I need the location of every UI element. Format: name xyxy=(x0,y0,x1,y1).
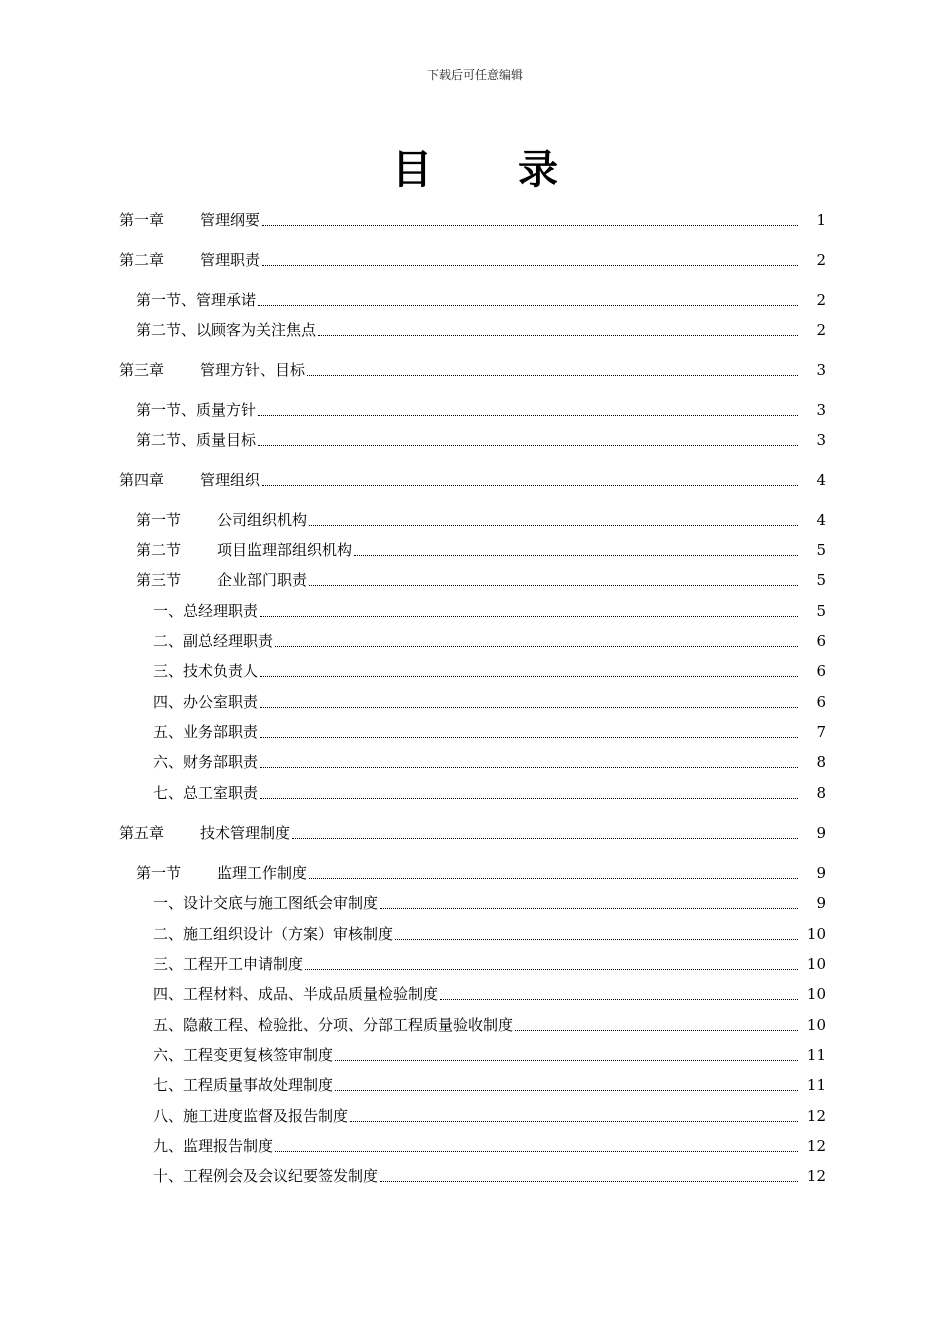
toc-entry-page: 9 xyxy=(816,894,826,912)
toc-entry-label xyxy=(153,690,260,714)
toc-entry[interactable] xyxy=(0,1043,950,1067)
toc-entry[interactable] xyxy=(0,248,950,272)
toc-entry-text: 管理组织 xyxy=(200,471,261,489)
toc-entry-number: 第五章 xyxy=(119,824,165,842)
toc-entry[interactable] xyxy=(0,750,950,774)
toc-entry-label xyxy=(136,428,258,452)
toc-entry-number: 第三章 xyxy=(119,361,165,379)
toc-entry[interactable] xyxy=(0,1104,950,1128)
toc-entry-label xyxy=(119,821,292,845)
toc-entry-page: 10 xyxy=(806,925,826,943)
toc-entry-page: 3 xyxy=(816,401,826,419)
toc-entry-label xyxy=(119,208,262,232)
toc-entry-page: 2 xyxy=(816,321,826,339)
toc-entry-label xyxy=(136,398,258,422)
toc-entry-text: 监理工作制度 xyxy=(217,864,308,882)
toc-entry-label xyxy=(136,288,258,312)
toc-entry-label xyxy=(136,568,309,592)
toc-entry-page: 12 xyxy=(806,1167,826,1185)
toc-entry-text: 工程开工申请制度 xyxy=(183,955,304,973)
toc-entry-page: 5 xyxy=(816,541,826,559)
page-title: 目 录 xyxy=(392,146,594,193)
toc-entry-text: 技术管理制度 xyxy=(200,824,291,842)
toc-entry-number: 第一节 xyxy=(136,864,182,882)
toc-entry-page: 12 xyxy=(806,1137,826,1155)
toc-entry-text: 技术负责人 xyxy=(183,662,259,680)
toc-entry-label xyxy=(136,508,309,532)
toc-entry-number: 第三节 xyxy=(136,571,182,589)
toc-entry-text: 工程质量事故处理制度 xyxy=(183,1076,334,1094)
toc-entry-label xyxy=(153,891,380,915)
toc-entry-page: 8 xyxy=(816,753,826,771)
toc-entry-text: 监理报告制度 xyxy=(183,1137,274,1155)
toc-entry-text: 隐蔽工程、检验批、分项、分部工程质量验收制度 xyxy=(183,1016,514,1034)
toc-entry-text: 质量目标 xyxy=(196,431,257,449)
toc-entry[interactable] xyxy=(0,720,950,744)
toc-entry-number: 第一节、 xyxy=(136,291,197,309)
toc-entry-number: 第一节 xyxy=(136,511,182,529)
toc-entry-label xyxy=(153,922,395,946)
toc-entry-page: 10 xyxy=(806,1016,826,1034)
toc-entry-number: 五、 xyxy=(153,723,184,741)
toc-entry-number: 三、 xyxy=(153,662,184,680)
toc-entry-number: 六、 xyxy=(153,753,184,771)
toc-entry[interactable] xyxy=(0,568,950,592)
toc-entry-number: 五、 xyxy=(153,1016,184,1034)
toc-entry[interactable] xyxy=(0,821,950,845)
toc-entry-page: 11 xyxy=(806,1076,826,1094)
toc-entry-number: 第二节、 xyxy=(136,321,197,339)
toc-entry-label xyxy=(153,952,305,976)
toc-entry[interactable] xyxy=(0,659,950,683)
toc-entry-text: 企业部门职责 xyxy=(217,571,308,589)
toc-entry-label xyxy=(153,629,275,653)
toc-entry-number: 七、 xyxy=(153,1076,184,1094)
toc-entry-number: 四、 xyxy=(153,985,184,1003)
toc-entry[interactable] xyxy=(0,922,950,946)
toc-entry-label xyxy=(119,358,307,382)
toc-entry[interactable] xyxy=(0,861,950,885)
toc-entry-number: 二、 xyxy=(153,632,184,650)
toc-entry-text: 管理职责 xyxy=(200,251,261,269)
toc-entry-number: 七、 xyxy=(153,784,184,802)
toc-entry-page: 6 xyxy=(816,632,826,650)
toc-entry-text: 施工组织设计（方案）审核制度 xyxy=(183,925,394,943)
toc-entry-text: 工程例会及会议纪要签发制度 xyxy=(183,1167,379,1185)
toc-entry-page: 10 xyxy=(806,955,826,973)
toc-entry[interactable] xyxy=(0,208,950,232)
toc-entry[interactable] xyxy=(0,398,950,422)
toc-entry-text: 业务部职责 xyxy=(183,723,259,741)
toc-entry[interactable] xyxy=(0,1164,950,1188)
toc-entry-number: 三、 xyxy=(153,955,184,973)
toc-entry-label xyxy=(153,1043,335,1067)
toc-entry-label xyxy=(153,1164,380,1188)
toc-entry[interactable] xyxy=(0,599,950,623)
toc-entry[interactable] xyxy=(0,1073,950,1097)
toc-entry-label xyxy=(153,720,260,744)
toc-entry-number: 六、 xyxy=(153,1046,184,1064)
toc-entry-text: 工程变更复核签审制度 xyxy=(183,1046,334,1064)
toc-entry-page: 11 xyxy=(806,1046,826,1064)
toc-entry-text: 财务部职责 xyxy=(183,753,259,771)
toc-entry-number: 第二节 xyxy=(136,541,182,559)
toc-entry-number: 第二章 xyxy=(119,251,165,269)
toc-entry-text: 质量方针 xyxy=(196,401,257,419)
toc-entry-page: 12 xyxy=(806,1107,826,1125)
toc-entry-label xyxy=(136,318,318,342)
toc-entry-page: 2 xyxy=(816,291,826,309)
toc-entry-label xyxy=(153,750,260,774)
toc-entry-label xyxy=(153,1104,350,1128)
toc-entry-label xyxy=(136,861,309,885)
toc-entry-page: 3 xyxy=(816,431,826,449)
toc-entry[interactable] xyxy=(0,428,950,452)
toc-entry-label xyxy=(153,1013,515,1037)
toc-entry-text: 以顾客为关注焦点 xyxy=(196,321,317,339)
toc-entry[interactable] xyxy=(0,1013,950,1037)
toc-entry-label xyxy=(153,659,260,683)
toc-entry-number: 第一章 xyxy=(119,211,165,229)
toc-entry-label xyxy=(153,982,440,1006)
toc-entry-text: 管理承诺 xyxy=(196,291,257,309)
toc-entry-label xyxy=(119,248,262,272)
toc-entry-text: 总经理职责 xyxy=(183,602,259,620)
toc-entry-page: 9 xyxy=(816,864,826,882)
toc-entry-number: 二、 xyxy=(153,925,184,943)
toc-entry-text: 办公室职责 xyxy=(183,693,259,711)
toc-entry-text: 公司组织机构 xyxy=(217,511,308,529)
toc-entry-text: 施工进度监督及报告制度 xyxy=(183,1107,349,1125)
toc-entry-text: 管理方针、目标 xyxy=(200,361,306,379)
toc-entry[interactable] xyxy=(0,288,950,312)
toc-entry-page: 5 xyxy=(816,571,826,589)
toc-entry[interactable] xyxy=(0,781,950,805)
toc-entry-page: 8 xyxy=(816,784,826,802)
toc-entry-page: 6 xyxy=(816,693,826,711)
toc-entry[interactable] xyxy=(0,690,950,714)
toc-entry-label xyxy=(119,468,262,492)
toc-entry-page: 3 xyxy=(816,361,826,379)
toc-entry[interactable] xyxy=(0,1134,950,1158)
toc-entry-page: 6 xyxy=(816,662,826,680)
toc-entry[interactable] xyxy=(0,468,950,492)
toc-entry-label xyxy=(153,599,260,623)
toc-entry-label xyxy=(153,781,260,805)
toc-entry-number: 第四章 xyxy=(119,471,165,489)
toc-entry-number: 第二节、 xyxy=(136,431,197,449)
toc-entry[interactable] xyxy=(0,891,950,915)
toc-entry-text: 工程材料、成品、半成品质量检验制度 xyxy=(183,985,439,1003)
toc-entry-page: 1 xyxy=(816,211,826,229)
toc-entry-number: 四、 xyxy=(153,693,184,711)
toc-entry-text: 管理纲要 xyxy=(200,211,261,229)
toc-entry-label xyxy=(153,1073,335,1097)
toc-entry-text: 项目监理部组织机构 xyxy=(217,541,353,559)
toc-entry-text: 设计交底与施工图纸会审制度 xyxy=(183,894,379,912)
toc-entry-number: 一、 xyxy=(153,602,184,620)
header-note: 下载后可任意编辑 xyxy=(426,68,523,82)
toc-entry[interactable] xyxy=(0,358,950,382)
toc-entry-number: 第一节、 xyxy=(136,401,197,419)
toc-entry[interactable] xyxy=(0,952,950,976)
toc-entry[interactable] xyxy=(0,982,950,1006)
toc-entry-page: 9 xyxy=(816,824,826,842)
toc-entry-page: 2 xyxy=(816,251,826,269)
toc-entry-number: 十、 xyxy=(153,1167,184,1185)
toc-entry[interactable] xyxy=(0,318,950,342)
toc-entry-page: 10 xyxy=(806,985,826,1003)
toc-entry[interactable] xyxy=(0,629,950,653)
toc-entry[interactable] xyxy=(0,538,950,562)
toc-entry-number: 一、 xyxy=(153,894,184,912)
toc-entry-label xyxy=(153,1134,275,1158)
toc-entry-number: 八、 xyxy=(153,1107,184,1125)
toc-entry[interactable] xyxy=(0,508,950,532)
toc-entry-text: 总工室职责 xyxy=(183,784,259,802)
toc-entry-page: 7 xyxy=(816,723,826,741)
toc-entry-page: 4 xyxy=(816,471,826,489)
toc-entry-page: 4 xyxy=(816,511,826,529)
toc-entry-label xyxy=(136,538,354,562)
toc-entry-text: 副总经理职责 xyxy=(183,632,274,650)
toc-entry-number: 九、 xyxy=(153,1137,184,1155)
toc-entry-page: 5 xyxy=(816,602,826,620)
